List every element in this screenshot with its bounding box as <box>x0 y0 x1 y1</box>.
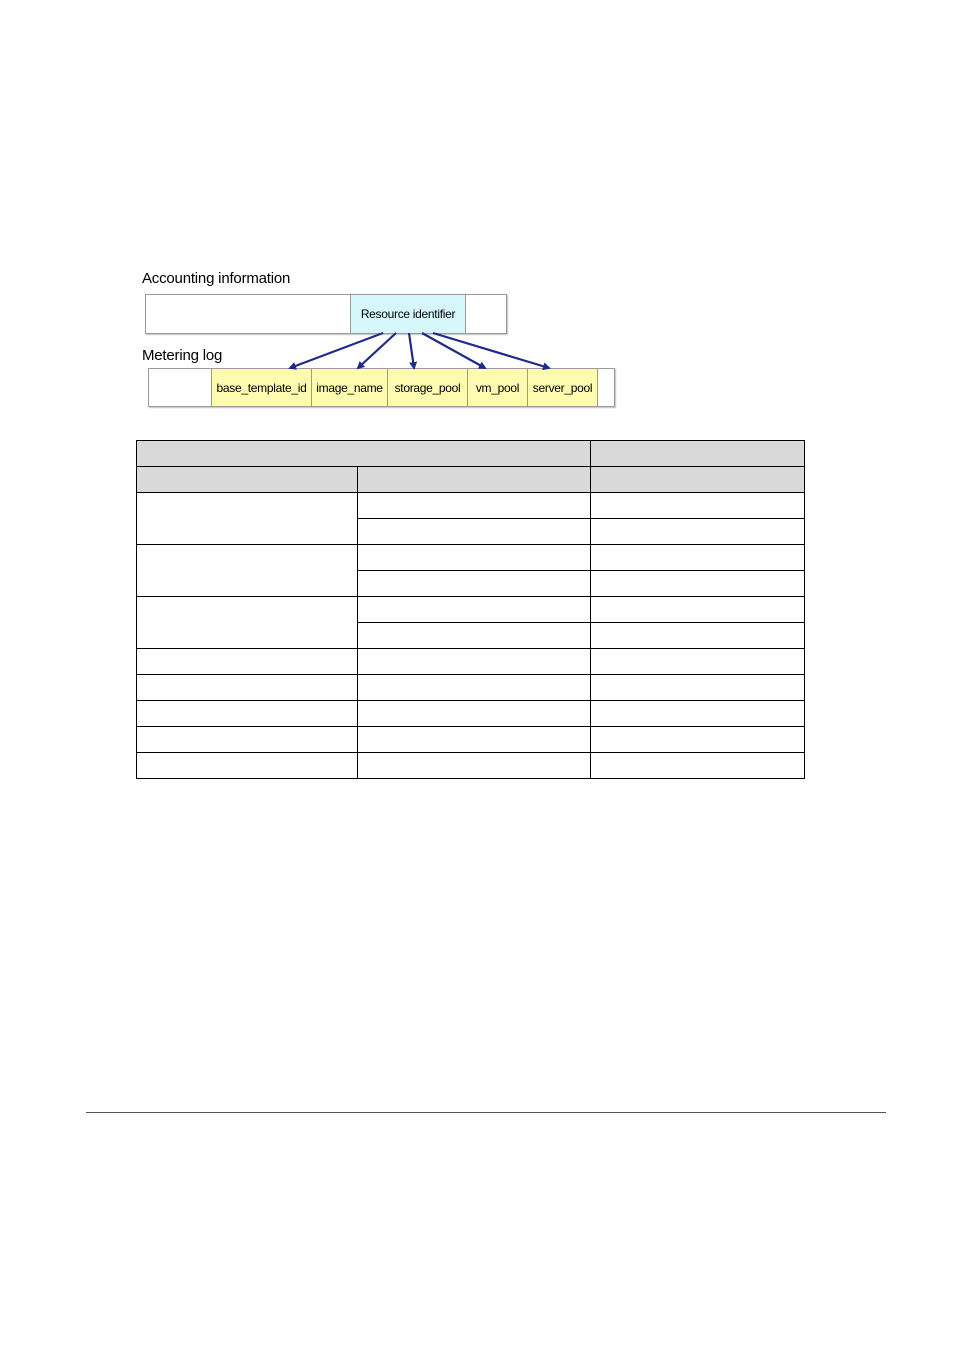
table-cell <box>358 675 591 701</box>
table-cell <box>358 597 591 623</box>
field-label: base_template_id <box>216 380 307 395</box>
field-label: server_pool <box>532 380 593 395</box>
footer-divider <box>86 1112 886 1113</box>
table-cell <box>358 753 591 779</box>
table-row <box>137 493 805 519</box>
table-cell <box>358 571 591 597</box>
resource-mapping-diagram <box>0 0 954 420</box>
table-header-cell <box>591 467 805 493</box>
table-cell <box>591 519 805 545</box>
table-cell <box>591 727 805 753</box>
table-cell <box>137 493 358 545</box>
table-row <box>137 727 805 753</box>
table-header-cell <box>137 467 358 493</box>
table-cell <box>137 727 358 753</box>
table-header-cell <box>591 441 805 467</box>
mapping-arrows <box>0 0 954 420</box>
table-cell <box>358 545 591 571</box>
table-cell <box>591 753 805 779</box>
table-cell <box>137 649 358 675</box>
arrow-to-base-template-id <box>290 333 383 368</box>
table-cell <box>591 597 805 623</box>
table-cell <box>591 701 805 727</box>
field-label: image_name <box>316 380 383 395</box>
table-row <box>137 545 805 571</box>
table-cell <box>591 571 805 597</box>
table-subheader-row <box>137 467 805 493</box>
table-cell <box>358 519 591 545</box>
table-cell <box>137 753 358 779</box>
field-label: storage_pool <box>394 380 461 395</box>
table-header-cell <box>358 467 591 493</box>
table-cell <box>137 701 358 727</box>
arrow-to-server-pool <box>433 333 549 368</box>
table-row <box>137 753 805 779</box>
table-cell <box>137 675 358 701</box>
table-cell <box>137 597 358 649</box>
resource-table <box>136 440 805 779</box>
table-cell <box>358 701 591 727</box>
table-cell <box>591 493 805 519</box>
table-cell <box>358 649 591 675</box>
accounting-information-label: Accounting information <box>142 270 291 287</box>
arrow-to-storage-pool <box>409 333 414 368</box>
table-cell <box>591 545 805 571</box>
table-cell <box>591 649 805 675</box>
table-header-row <box>137 441 805 467</box>
resource-identifier-text: Resource identifier <box>360 307 456 321</box>
table-row <box>137 675 805 701</box>
table-header-cell <box>137 441 591 467</box>
table-cell <box>358 623 591 649</box>
table-row <box>137 701 805 727</box>
table-cell <box>358 493 591 519</box>
table-cell <box>591 675 805 701</box>
table-row <box>137 597 805 623</box>
table-cell <box>137 545 358 597</box>
field-label: vm_pool <box>475 380 520 395</box>
metering-log-label: Metering log <box>142 347 223 364</box>
table-cell <box>358 727 591 753</box>
table-cell <box>591 623 805 649</box>
table-row <box>137 649 805 675</box>
arrow-to-image-name <box>358 333 396 368</box>
